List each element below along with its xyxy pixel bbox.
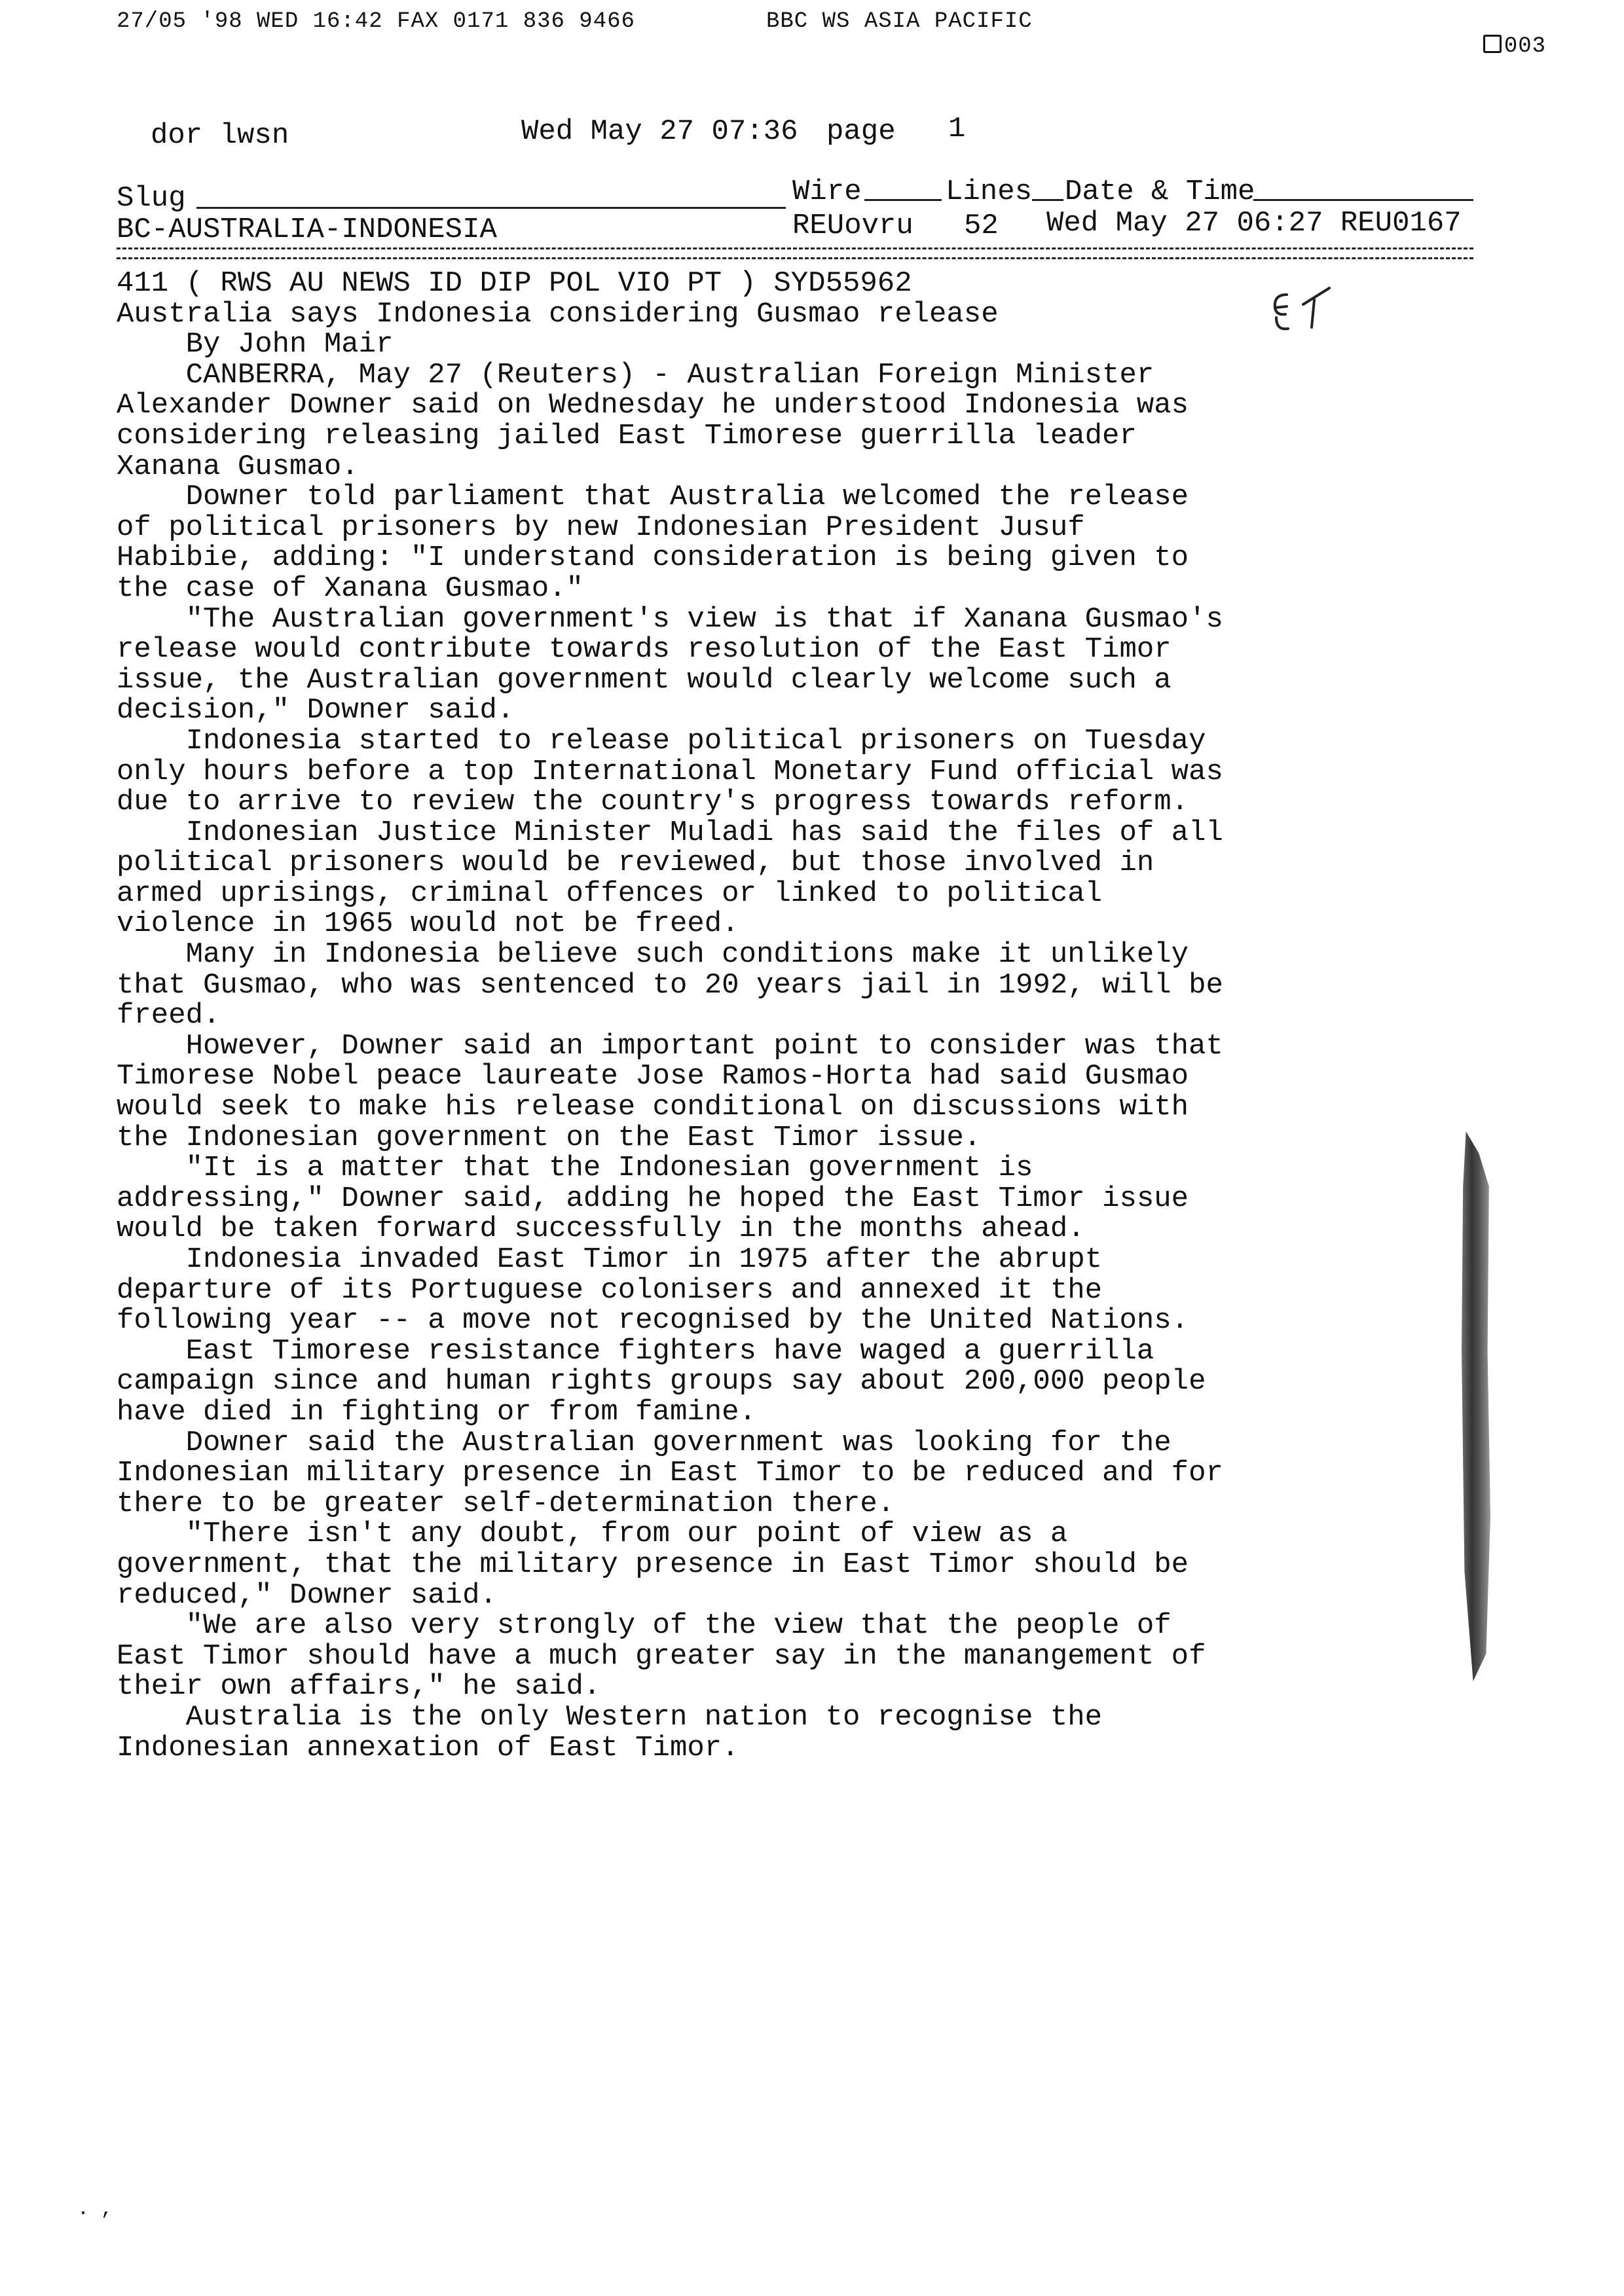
story-line: decision," Downer said. [117, 694, 515, 727]
story-line: "It is a matter that the Indonesian government is [117, 1152, 1033, 1185]
story-line: the case of Xanana Gusmao." [117, 572, 583, 605]
story-line: that Gusmao, who was sentenced to 20 years jail in 1992, will be [117, 968, 1223, 1002]
story-line: Indonesia invaded East Timor in 1975 after the abrupt [117, 1243, 1103, 1276]
lines-underline [1032, 199, 1063, 201]
story-line: Xanana Gusmao. [117, 450, 359, 483]
story-line: CANBERRA, May 27 (Reuters) - Australian Foreign Minister [117, 358, 1154, 392]
wire-column-header: Wire [792, 175, 862, 208]
wire-value: REUovru [792, 210, 913, 242]
story-line: "We are also very strongly of the view that the people of [117, 1609, 1172, 1643]
story-line: Indonesian military presence in East Timor to be reduced and for [117, 1457, 1223, 1490]
story-line: departure of its Portuguese colonisers and annexed it the [117, 1273, 1103, 1307]
story-line: East Timor should have a much greater say in the manangement of [117, 1639, 1206, 1673]
fax-page-code [1455, 9, 1546, 59]
story-line: "The Australian government's view is that if Xanana Gusmao's [117, 602, 1223, 636]
slug-value: BC-AUSTRALIA-INDONESIA [117, 213, 497, 246]
date-value: Wed May 27 06:27 REU0167 [1046, 207, 1462, 240]
story-line: considering releasing jailed East Timorese guerrilla leader [117, 419, 1137, 452]
story-line: However, Downer said an important point to consider was that [117, 1029, 1223, 1063]
story-line: government, that the military presence in East Timor should be [117, 1548, 1189, 1581]
story-line: Habibie, adding: "I understand consideration is being given to [117, 541, 1189, 575]
story-line: armed uprisings, criminal offences or linked to political [117, 877, 1103, 910]
story-line: "There isn't any doubt, from our point of view as a [117, 1518, 1068, 1551]
wire-underline [864, 199, 942, 201]
print-timestamp: Wed May 27 07:36 [521, 115, 798, 148]
slug-column-header: Slug [117, 182, 186, 215]
story-line: only hours before a top International Monetary Fund official was [117, 755, 1223, 788]
lines-value: 52 [964, 210, 999, 242]
print-page-label: page [826, 115, 896, 148]
story-line: of political prisoners by new Indonesian President Jusuf [117, 511, 1085, 544]
fax-sender: BBC WS ASIA PACIFIC [766, 9, 1033, 34]
story-line: By John Mair [117, 328, 394, 361]
story-line: reduced," Downer said. [117, 1578, 497, 1612]
story-body [117, 268, 1524, 1763]
fax-page-number: 003 [1504, 34, 1547, 59]
story-line: addressing," Downer said, adding he hoped the East Timor issue [117, 1182, 1189, 1215]
date-underline [1253, 199, 1473, 201]
story-line: issue, the Australian government would clearly welcome such a [117, 663, 1172, 697]
lines-column-header: Lines [946, 175, 1033, 208]
story-line: political prisoners would be reviewed, but those involved in [117, 847, 1154, 880]
story-line: Indonesian Justice Minister Muladi has said the files of all [117, 816, 1223, 849]
story-line: Australia is the only Western nation to recognise the [117, 1700, 1103, 1734]
story-line: Downer told parliament that Australia welcomed the release [117, 481, 1189, 514]
story-line: would be taken forward successfully in the months ahead. [117, 1212, 1085, 1246]
story-line: violence in 1965 would not be freed. [117, 907, 739, 941]
footer-mark: . , [77, 2198, 113, 2221]
story-line: 411 ( RWS AU NEWS ID DIP POL VIO PT ) SYD55962 [117, 267, 912, 300]
story-line: Indonesian annexation of East Timor. [117, 1731, 739, 1764]
print-user: dor lwsn [151, 119, 289, 152]
story-line: release would contribute towards resolution of the East Timor [117, 633, 1172, 666]
story-line: Timorese Nobel peace laureate Jose Ramos-Horta had said Gusmao [117, 1060, 1189, 1093]
story-line: Downer said the Australian government was looking for the [117, 1426, 1172, 1459]
story-line: following year -- a move not recognised by the United Nations. [117, 1304, 1189, 1338]
story-line: there to be greater self-determination there. [117, 1487, 895, 1520]
story-line: Many in Indonesia believe such conditions make it unlikely [117, 938, 1189, 972]
fax-icon [1483, 35, 1502, 53]
story-line: have died in fighting or from famine. [117, 1395, 756, 1429]
story-line: freed. [117, 999, 221, 1032]
story-line: Australia says Indonesia considering Gusmao release [117, 297, 999, 331]
fax-datetime: 27/05 '98 WED 16:42 FAX 0171 836 9466 [117, 9, 635, 34]
print-page-number: 1 [948, 113, 966, 145]
story-line: would seek to make his release conditional on discussions with [117, 1091, 1189, 1124]
story-line: campaign since and human rights groups say about 200,000 people [117, 1365, 1206, 1398]
date-column-header: Date & Time [1065, 175, 1255, 208]
story-line: the Indonesian government on the East Timor issue. [117, 1121, 982, 1154]
slug-underline [196, 207, 786, 209]
story-line: due to arrive to review the country's progress towards reform. [117, 786, 1189, 819]
story-line: East Timorese resistance fighters have waged a guerrilla [117, 1334, 1154, 1368]
story-line: their own affairs," he said. [117, 1670, 601, 1704]
story-line: Indonesia started to release political prisoners on Tuesday [117, 724, 1206, 757]
header-separator [117, 247, 1473, 259]
story-line: Alexander Downer said on Wednesday he understood Indonesia was [117, 389, 1189, 422]
